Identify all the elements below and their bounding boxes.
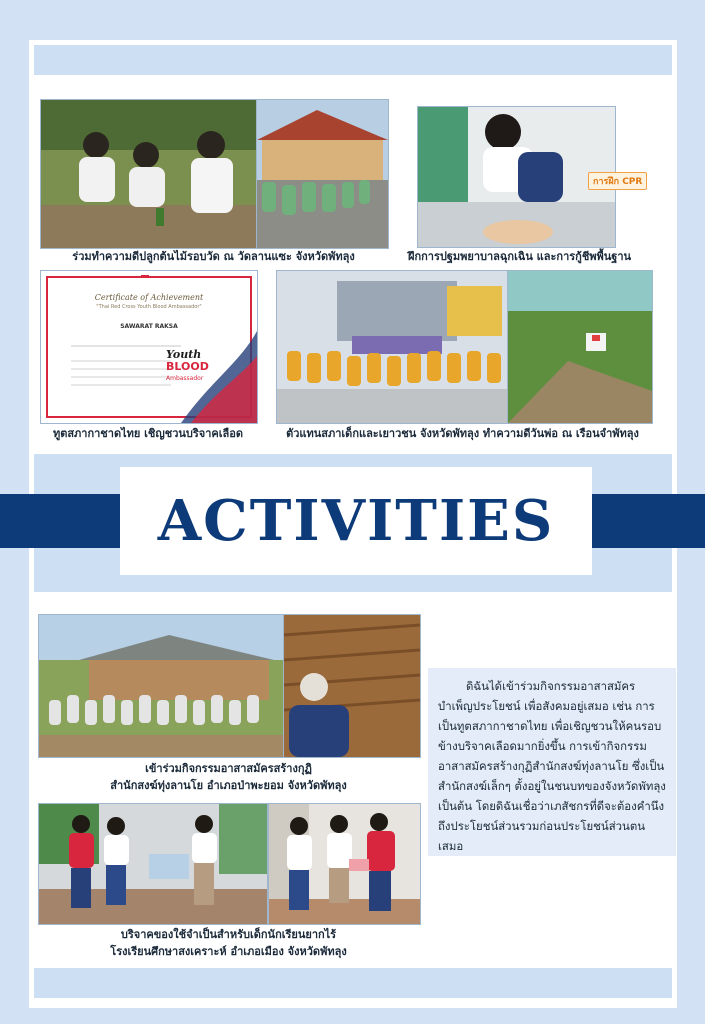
description-text: ดิฉันได้เข้าร่วมกิจกรรมอาสาสมัครบำเพ็ญประโยชน์ เพื่อสังคมอยู่เสมอ เช่น การเป็นทูตสภากาชาดไทย เพื่อเชิญชวนให้คนรอบข้างบริจาคเลือดมากยิ่งขึ้น การเข้ากิจกรรมอาสาสมัครสร้างกุฏิสำนักสงฆ์ทุ่งลานโย ซึ่งเป็นสำนักสงฆ์เล็กๆ ตั้งอยู่ในชนบทของจังหวัดพัทลุง เป็นต้น โดยดิฉันเชื่อว่าเภสัชกรที่ดีจะต้องคำนึงถึงประโยชน์ส่วนรวมก่อนประโยชน์ส่วนตนเสมอ bbox=[438, 679, 666, 853]
page-title: ACTIVITIES bbox=[157, 488, 555, 554]
caption-temple-volunteer-line2: สำนักสงฆ์ทุ่งลานโย อำเภอป่าพะยอม จังหวัดพัทลุง bbox=[110, 779, 347, 792]
photo-prison-garden bbox=[507, 270, 653, 424]
photo-woodwork bbox=[283, 614, 421, 758]
caption-youth-representative: ตัวแทนสภาเด็กและเยาวชน จังหวัดพัทลุง ทำความดีวันพ่อ ณ เรือนจำพัทลุง bbox=[286, 427, 639, 440]
badge-youth: Youth bbox=[166, 348, 202, 361]
photo-cpr-training bbox=[417, 106, 616, 248]
description-panel bbox=[428, 668, 676, 856]
photo-temple-volunteers bbox=[38, 614, 284, 758]
bottom-band bbox=[34, 968, 672, 998]
cpr-label-tag: การฝึก CPR bbox=[588, 172, 647, 190]
caption-tree-planting: ร่วมทำความดีปลูกต้นไม้รอบวัด ณ วัดลานแซะ จังหวัดพัทลุง bbox=[72, 250, 355, 263]
caption-temple-volunteer-line1: เข้าร่วมกิจกรรมอาสาสมัครสร้างกุฏิ bbox=[145, 762, 312, 775]
caption-blood-ambassador: ทูตสภากาชาดไทย เชิญชวนบริจาคเลือด bbox=[52, 427, 244, 440]
photo-youth-group bbox=[276, 270, 509, 424]
caption-donation bbox=[38, 926, 419, 960]
title-box bbox=[120, 467, 592, 575]
certificate-subheader: "Thai Red Cross Youth Blood Ambassador" bbox=[96, 304, 202, 310]
caption-temple-volunteer bbox=[38, 760, 419, 794]
photo-temple-walk bbox=[256, 99, 389, 249]
badge-blood: BLOOD bbox=[166, 360, 209, 373]
photo-donation-school bbox=[38, 803, 268, 925]
caption-donation-line1: บริจาคของใช้จำเป็นสำหรับเด็กนักเรียนยากไร้ bbox=[120, 928, 337, 941]
certificate-name: SAWARAT RAKSA bbox=[120, 323, 178, 330]
certificate-image bbox=[40, 270, 258, 424]
caption-first-aid: ฝึกการปฐมพยาบาลฉุกเฉิน และการกู้ชีพพื้นฐาน bbox=[408, 250, 632, 263]
top-band bbox=[34, 45, 672, 75]
photo-tree-planting bbox=[40, 99, 257, 249]
photo-donation-handover bbox=[268, 803, 421, 925]
badge-ambassador: Ambassador bbox=[166, 375, 204, 382]
certificate-header: Certificate of Achievement bbox=[94, 293, 204, 302]
youth-blood-badge bbox=[166, 349, 236, 385]
caption-donation-line2: โรงเรียนศึกษาสงเคราะห์ อำเภอเมือง จังหวัดพัทลุง bbox=[110, 945, 347, 958]
